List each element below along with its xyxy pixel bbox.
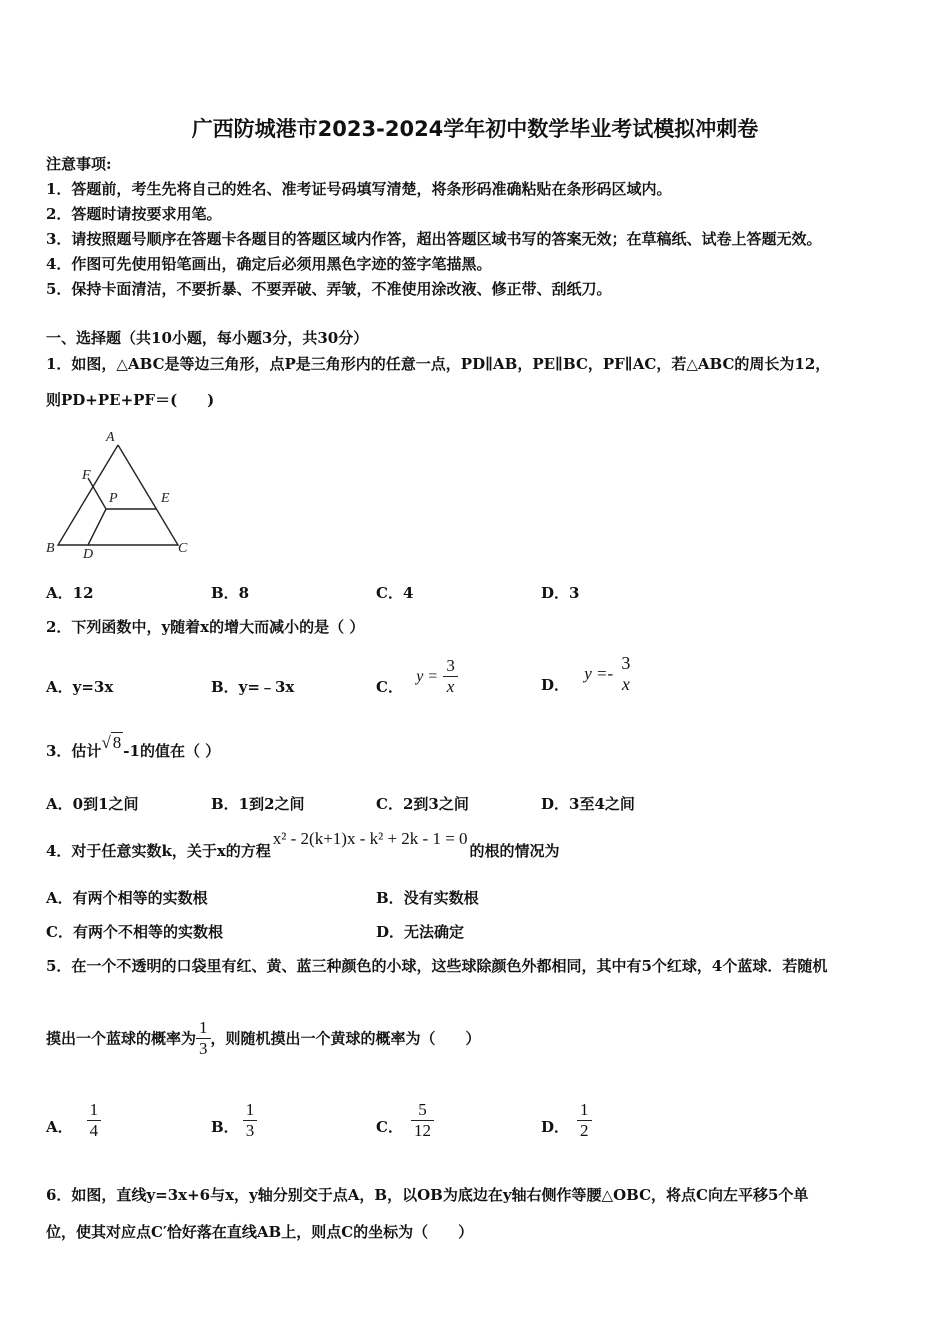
q5-option-c-fraction	[411, 1100, 434, 1140]
label-p: P	[109, 491, 118, 506]
q2-option-d	[541, 652, 633, 695]
label-d: D	[83, 547, 94, 562]
q4-stem-post: 的根的情况为	[469, 842, 560, 860]
q5-stem-post: ，则随机摸出一个黄球的概率为（ ）	[210, 1029, 481, 1048]
notice-item-1: 1．答题前，考生先将自己的姓名、准考证号码填写清楚，将条形码准确粘贴在条形码区域内。	[46, 180, 672, 198]
q4-equation: x² - 2(k+1)x - k² + 2k - 1 = 0	[272, 829, 468, 848]
q2-option-d-num: 3	[621, 652, 631, 673]
segment-pd	[88, 509, 106, 545]
q5-option-b-label: B．	[211, 1117, 239, 1136]
q2-option-c-label: C．	[376, 678, 403, 696]
q5-option-a-fraction	[87, 1100, 102, 1140]
notice-item-2: 2．答题时请按要求用笔。	[46, 205, 222, 223]
q1-option-d: D．3	[541, 584, 580, 602]
q2-option-d-label: D．	[541, 676, 570, 694]
q2-stem: 2．下列函数中，y随着x的增大而减小的是（ ）	[46, 618, 365, 636]
q4-option-c: C．有两个不相等的实数根	[46, 923, 223, 941]
q3-option-c: C．2到3之间	[376, 795, 469, 813]
q3-option-d: D．3至4之间	[541, 795, 635, 813]
q5-option-a-label: A．	[46, 1117, 73, 1136]
triangle-abc	[58, 445, 178, 545]
q5-option-c	[376, 1100, 434, 1140]
q1-stem-line2: 则PD+PE+PF＝( )	[46, 391, 215, 409]
q3-option-b: B．1到2之间	[211, 795, 305, 813]
page-title: 广西防城港市2023-2024学年初中数学毕业考试模拟冲刺卷	[191, 117, 759, 141]
q2-option-d-lhs: y =-	[584, 663, 614, 683]
q5-option-c-num: 5	[411, 1100, 434, 1121]
q3-stem	[46, 733, 221, 761]
q5-option-a	[46, 1100, 101, 1140]
notice-item-4: 4．作图可先使用铅笔画出，确定后必须用黑色字迹的签字笔描黑。	[46, 255, 492, 273]
notice-item-3: 3．请按照题号顺序在答题卡各题目的答题区域内作答，超出答题区域书写的答案无效；在草稿纸、试卷上答题无效。	[46, 230, 822, 248]
q5-option-b-num: 1	[243, 1100, 258, 1121]
q1-option-b: B．8	[211, 584, 250, 602]
q2-option-c	[376, 656, 458, 697]
segment-pf	[88, 478, 106, 509]
q3-stem-post: -1的值在（ ）	[123, 742, 221, 760]
q5-option-d-num: 1	[577, 1100, 592, 1121]
q1-option-a: A．12	[46, 584, 94, 602]
q4-option-b: B．没有实数根	[376, 889, 479, 907]
q4-option-a: A．有两个相等的实数根	[46, 889, 208, 907]
q1-stem-line1: 1．如图，△ABC是等边三角形，点P是三角形内的任意一点，PD∥AB，PE∥BC，PF∥AC，若△ABC的周长为12，	[46, 355, 831, 373]
q5-fraction-num: 1	[196, 1018, 211, 1039]
q2-option-c-num: 3	[443, 656, 458, 677]
q3-stem-pre: 3．估计	[46, 742, 102, 760]
q5-stem-pre: 摸出一个蓝球的概率为	[46, 1029, 197, 1048]
q5-option-b	[211, 1100, 257, 1140]
notice-heading: 注意事项:	[46, 155, 112, 173]
q5-option-d-fraction	[577, 1100, 592, 1140]
label-b: B	[46, 541, 55, 556]
q2-option-c-lhs: y =	[416, 667, 439, 685]
q5-option-d	[541, 1100, 592, 1140]
q5-fraction	[196, 1018, 211, 1058]
q1-triangle-figure	[40, 425, 200, 565]
q2-option-a: A．y=3x	[46, 678, 114, 696]
q4-stem-pre: 4．对于任意实数k，关于x的方程	[46, 842, 271, 860]
q3-radicand: 8	[112, 733, 122, 752]
q2-option-d-den: x	[621, 673, 630, 694]
q5-option-a-den: 4	[89, 1120, 99, 1140]
q5-stem-line1: 5．在一个不透明的口袋里有红、黄、蓝三种颜色的小球，这些球除颜色外都相同，其中有5个红球，4个蓝球．若随机	[46, 957, 828, 975]
label-a: A	[106, 430, 115, 445]
q5-option-c-den: 12	[413, 1120, 431, 1140]
q5-fraction-den: 3	[199, 1038, 208, 1058]
q2-option-c-fraction	[443, 656, 458, 696]
q5-option-b-fraction	[243, 1100, 258, 1140]
q5-option-a-num: 1	[87, 1100, 102, 1121]
q4-option-d: D．无法确定	[376, 923, 465, 941]
q3-option-a: A．0到1之间	[46, 795, 139, 813]
label-e: E	[161, 491, 170, 506]
q5-option-b-den: 3	[245, 1120, 255, 1140]
q3-sqrt: √ 8	[101, 733, 122, 752]
label-c: C	[178, 541, 188, 556]
section-heading: 一、选择题（共10小题，每小题3分，共30分）	[46, 329, 369, 347]
q4-stem	[46, 828, 560, 860]
q2-option-d-fraction	[618, 653, 633, 694]
q5-option-c-label: C．	[376, 1117, 403, 1136]
q5-option-d-den: 2	[580, 1120, 589, 1140]
label-f: F	[82, 468, 91, 483]
q5-option-d-label: D．	[541, 1117, 570, 1136]
q6-stem-line1: 6．如图，直线y=3x+6与x，y轴分别交于点A，B，以OB为底边在y轴右侧作等腰△OBC，将点C向左平移5个单	[46, 1186, 809, 1204]
q6-stem-line2: 位，使其对应点C′恰好落在直线AB上，则点C的坐标为（ ）	[46, 1223, 474, 1241]
notice-item-5: 5．保持卡面清洁，不要折暴、不要弄破、弄皱，不准使用涂改液、修正带、刮纸刀。	[46, 280, 612, 298]
q5-stem-line2	[46, 1018, 481, 1058]
q2-option-b: B．y=﹣3x	[211, 678, 295, 696]
q1-option-c: C．4	[376, 584, 414, 602]
q2-option-c-den: x	[446, 677, 455, 696]
